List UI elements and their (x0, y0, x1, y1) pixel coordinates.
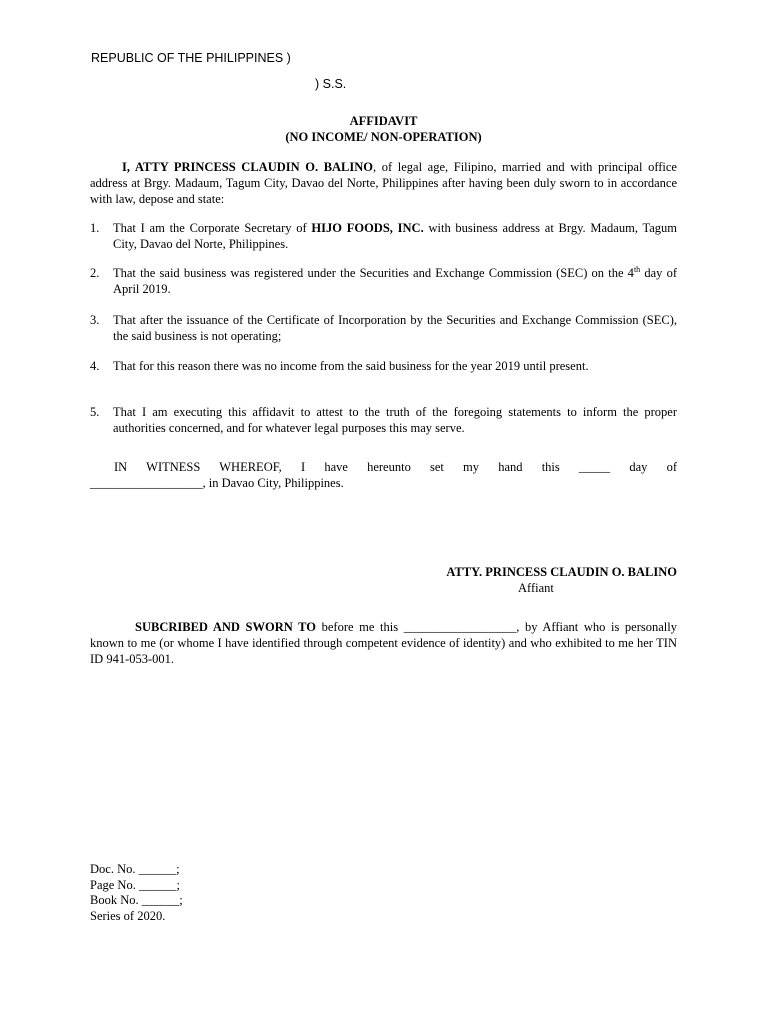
page-no: Page No. ______; (90, 878, 180, 892)
list-item-text: That for this reason there was no income from the said business for the year 2019 until present. (113, 359, 589, 373)
list-item-2 (90, 265, 677, 297)
jurat-text: before me this (316, 620, 404, 634)
doc-no: Doc. No. ______; (90, 862, 180, 876)
jurat-heading: SUBCRIBED AND SWORN TO (135, 620, 316, 634)
list-item-4 (90, 358, 677, 374)
list-item-number: 4. (90, 359, 100, 373)
witness-line-2: __________________, in Davao City, Philippines. (90, 476, 344, 490)
company-name: HIJO FOODS, INC. (311, 221, 424, 235)
signature-role: Affiant (518, 581, 554, 595)
ordinal-suffix: th (633, 265, 641, 274)
republic-line: REPUBLIC OF THE PHILIPPINES ) (91, 51, 291, 65)
list-item-text: That I am executing this affidavit to attest to the truth of the foregoing statements to inform the proper authorities concerned, and for whatever legal purposes this may serve. (113, 405, 677, 435)
list-item-text: That after the issuance of the Certificate of Incorporation by the Securities and Exchange Commission (SEC), the said business is not operating; (113, 313, 677, 343)
intro-lead: I, (122, 160, 135, 174)
intro-rest: , of legal age, Filipino, married and with principal office address at Brgy. Madaum, Tagum City, Davao del Norte, Philippines after having been duly sworn to in accordance with law, depose and state: (90, 160, 677, 206)
list-item-number: 3. (90, 313, 100, 327)
list-item-number: 2. (90, 266, 100, 280)
list-item-number: 5. (90, 405, 100, 419)
ss-line: ) S.S. (315, 77, 347, 91)
signature-name: ATTY. PRINCESS CLAUDIN O. BALINO (446, 565, 677, 579)
jurat-date-blank: __________________ (403, 620, 517, 634)
list-item-text: with business address at Brgy. Madaum, Tagum City, Davao del Norte, Philippines. (113, 221, 677, 251)
jurat-text: , by Affiant who is personally known to me (or whome I have identified through competent evidence of identity) and who exhibited to me her TIN ID 941-053-001. (90, 620, 677, 666)
intro-paragraph (90, 159, 677, 207)
list-item-text: That I am the Corporate Secretary of (113, 221, 312, 235)
series: Series of 2020. (90, 909, 166, 923)
list-item-3 (90, 312, 677, 344)
jurat-paragraph (90, 619, 677, 667)
book-no: Book No. ______; (90, 893, 183, 907)
list-item-1 (90, 220, 677, 252)
list-item-number: 1. (90, 221, 100, 235)
list-item-text: day of April 2019. (113, 266, 677, 296)
list-item-text: That the said business was registered under the Securities and Exchange Commission (SEC) on the 4 (113, 266, 634, 280)
list-item-5 (90, 404, 677, 436)
title-affidavit: AFFIDAVIT (349, 114, 418, 128)
affiant-name-intro: ATTY PRINCESS CLAUDIN O. BALINO (134, 160, 374, 174)
title-subtitle: (NO INCOME/ NON-OPERATION) (285, 130, 482, 144)
witness-line-1: IN WITNESS WHEREOF, I have hereunto set my hand this _____ day of (114, 460, 677, 474)
